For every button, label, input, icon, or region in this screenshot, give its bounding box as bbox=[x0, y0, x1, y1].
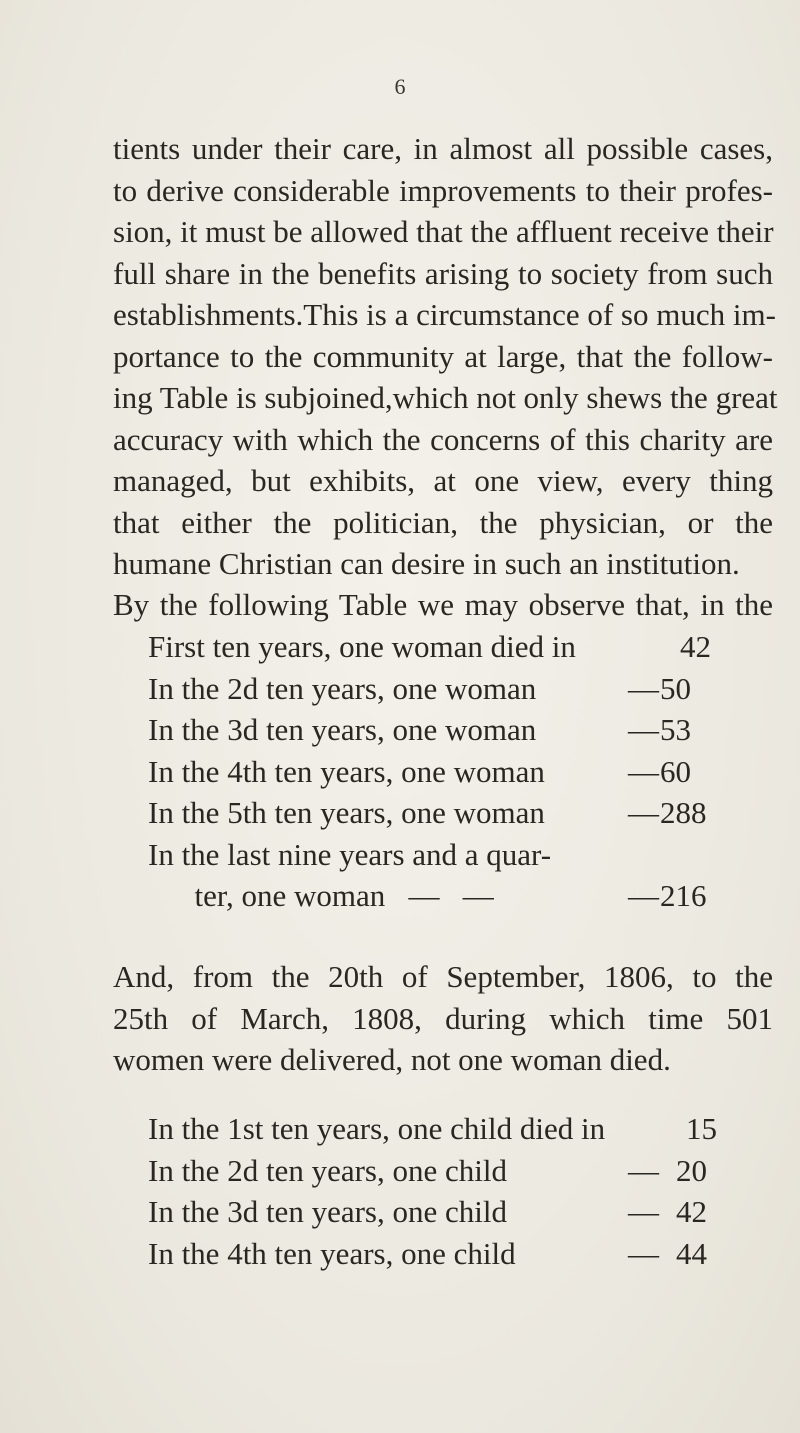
table-row bbox=[148, 751, 768, 793]
row-value: 216 bbox=[660, 878, 707, 913]
paragraph-line: sion, it must be allowed that the affluent receive their bbox=[113, 214, 774, 249]
row-label: In the 2d ten years, one child bbox=[148, 1152, 507, 1188]
table-row bbox=[148, 1191, 768, 1233]
row-dash: — bbox=[628, 712, 659, 747]
table-row bbox=[148, 1233, 768, 1275]
row-label: In the last nine years and a quar- bbox=[148, 836, 552, 872]
table-intro: By the following Table we may observe that, in the bbox=[113, 587, 773, 622]
child-mortality-table bbox=[148, 1108, 768, 1274]
row-dash: — bbox=[628, 1152, 659, 1188]
table-row bbox=[148, 709, 768, 751]
row-dash: — bbox=[628, 1235, 659, 1271]
table-row bbox=[148, 875, 768, 917]
table-row bbox=[148, 1150, 768, 1192]
row-label: In the 4th ten years, one woman bbox=[148, 753, 545, 789]
row-value: 15 bbox=[686, 1111, 717, 1146]
paragraph-line: And, from the 20th of September, 1806, to the bbox=[113, 959, 773, 994]
paragraph-line: establishments.This is a circumstance of so much im- bbox=[113, 297, 776, 332]
paragraph-line: accuracy with which the concerns of this charity are bbox=[113, 421, 773, 457]
row-dash: — bbox=[628, 878, 659, 913]
paragraph-line: that either the politician, the physician, or the bbox=[113, 504, 773, 540]
body-paragraph bbox=[113, 128, 778, 585]
row-value: 20 bbox=[676, 1152, 707, 1188]
row-dash: — bbox=[628, 1194, 659, 1229]
paragraph-line: ing Table is subjoined,which not only shews the great bbox=[113, 380, 778, 415]
row-label: In the 3d ten years, one woman bbox=[148, 712, 537, 747]
row-label: In the 4th ten years, one child bbox=[148, 1235, 516, 1271]
row-value: 42 bbox=[680, 629, 711, 664]
row-label: In the 2d ten years, one woman bbox=[148, 670, 537, 706]
paragraph-line: full share in the benefits arising to society from such bbox=[113, 255, 773, 291]
row-label: First ten years, one woman died in bbox=[148, 629, 576, 664]
row-value: 42 bbox=[676, 1194, 707, 1229]
row-value: 60 bbox=[660, 753, 691, 789]
row-label: In the 3d ten years, one child bbox=[148, 1194, 507, 1229]
row-value: 288 bbox=[660, 795, 707, 830]
paragraph-line: managed, but exhibits, at one view, every thing bbox=[113, 463, 773, 498]
table-row bbox=[148, 792, 768, 834]
row-dash: — bbox=[628, 670, 659, 706]
table-row bbox=[148, 834, 768, 876]
row-label: In the 5th ten years, one woman bbox=[148, 795, 545, 830]
row-label: ter, one woman — — bbox=[148, 878, 494, 913]
table-row bbox=[148, 668, 768, 710]
table-row bbox=[148, 1108, 768, 1150]
continuation-paragraph bbox=[113, 956, 773, 1081]
row-dash: — bbox=[628, 795, 659, 830]
page-number: 6 bbox=[394, 74, 406, 99]
paragraph-line: women were delivered, not one woman died. bbox=[113, 1042, 671, 1077]
women-mortality-table bbox=[148, 626, 768, 917]
row-value: 44 bbox=[676, 1235, 707, 1271]
row-dash: — bbox=[628, 753, 659, 789]
paragraph-line: to derive considerable improvements to their profes- bbox=[113, 172, 773, 208]
row-value: 50 bbox=[660, 670, 691, 706]
paragraph-line: tients under their care, in almost all possible cases, bbox=[113, 131, 773, 166]
paragraph-line: portance to the community at large, that the follow- bbox=[113, 338, 773, 374]
paragraph-line: 25th of March, 1808, during which time 501 bbox=[113, 1000, 773, 1036]
table-row bbox=[148, 626, 768, 668]
row-label: In the 1st ten years, one child died in bbox=[148, 1111, 606, 1146]
row-value: 53 bbox=[660, 712, 691, 747]
paragraph-line: humane Christian can desire in such an institution. bbox=[113, 546, 740, 581]
